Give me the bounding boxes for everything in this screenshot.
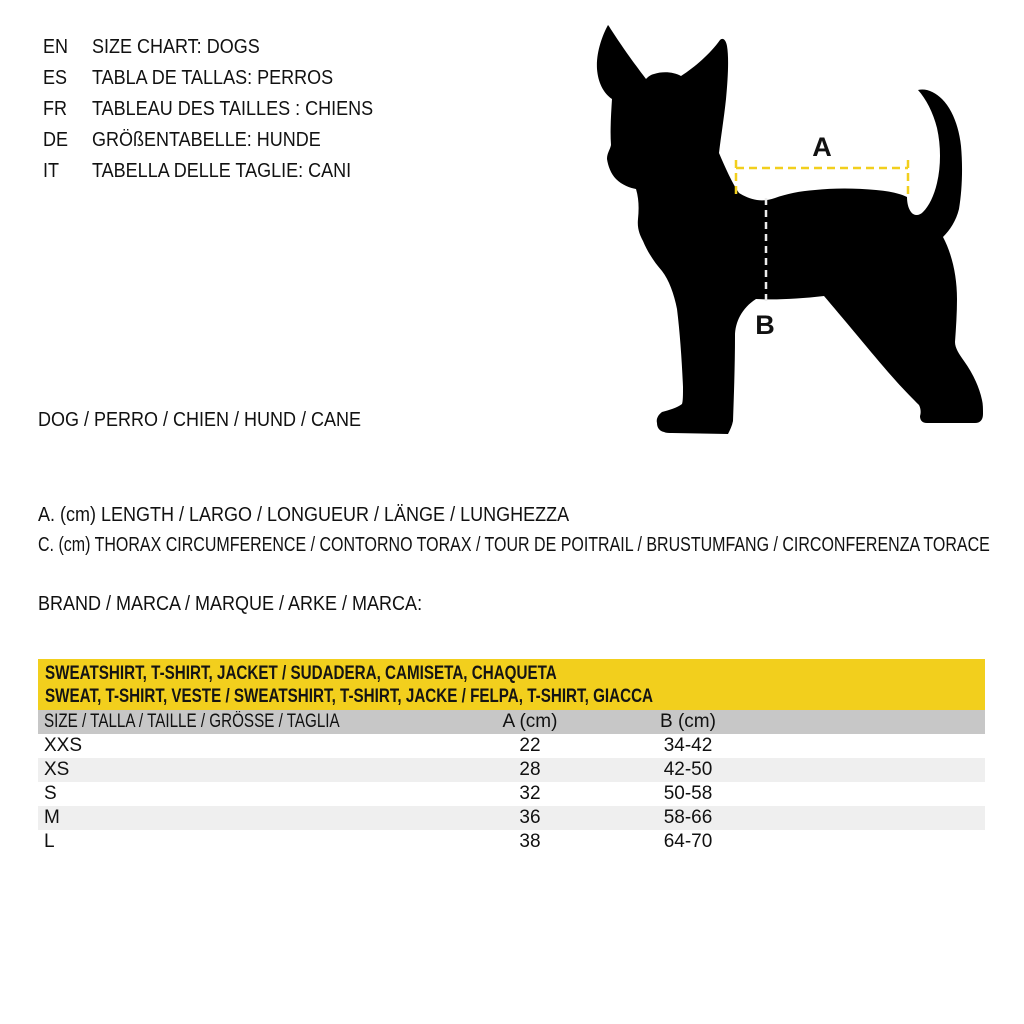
row-size: S [44, 783, 57, 804]
header-a-column: A (cm) [502, 711, 558, 732]
language-title: SIZE CHART: DOGS [92, 36, 260, 58]
language-row-it [43, 156, 404, 187]
language-title: TABLA DE TALLAS: PERROS [92, 67, 334, 89]
legend-line-c-text: C. (cm) THORAX CIRCUMFERENCE / CONTORNO TORAX / TOUR DE POITRAIL / BRUSTUMFANG / CIRCONFERENZA TORACE [38, 534, 990, 556]
header-size-column [38, 711, 470, 733]
dog-diagram-svg [593, 3, 1017, 439]
legend-line-a-text: A. (cm) LENGTH / LARGO / LONGUEUR / LÄNGE / LUNGHEZZA [38, 504, 570, 526]
language-title-list [43, 32, 404, 187]
language-code: ES [43, 67, 68, 89]
legend-line-c [38, 535, 1024, 556]
row-b-value: 50-58 [663, 783, 713, 804]
language-title: TABLEAU DES TAILLES : CHIENS [92, 98, 374, 120]
table-row [38, 782, 985, 806]
legend-line-a [38, 505, 628, 526]
measure-a-label: A [812, 132, 832, 162]
row-a-value: 38 [519, 831, 541, 852]
size-table-banner [38, 659, 985, 710]
language-code: FR [43, 98, 68, 120]
table-row [38, 758, 985, 782]
row-a-value: 32 [519, 783, 541, 804]
language-row-fr [43, 94, 404, 125]
dog-caption-text: DOG / PERRO / CHIEN / HUND / CANE [38, 409, 362, 431]
header-b-column: B (cm) [660, 711, 716, 732]
language-row-es [43, 63, 404, 94]
size-table-header [38, 710, 985, 734]
language-title: TABELLA DELLE TAGLIE: CANI [92, 160, 352, 182]
brand-line [38, 594, 465, 615]
language-code: IT [43, 160, 60, 182]
banner-line-1-text: SWEATSHIRT, T-SHIRT, JACKET / SUDADERA, CAMISETA, CHAQUETA [45, 663, 557, 684]
banner-line-1 [45, 662, 985, 685]
row-b-value: 34-42 [663, 735, 713, 756]
row-b-value: 58-66 [663, 807, 713, 828]
dog-caption [38, 410, 397, 431]
banner-line-2 [45, 685, 985, 708]
banner-line-2-text: SWEAT, T-SHIRT, VESTE / SWEATSHIRT, T-SHIRT, JACKE / FELPA, T-SHIRT, GIACCA [45, 686, 654, 707]
row-b-value: 64-70 [663, 831, 713, 852]
row-size: L [44, 831, 55, 852]
language-code: DE [43, 129, 69, 151]
language-title: GRÖßENTABELLE: HUNDE [92, 129, 321, 151]
row-size: XXS [44, 735, 83, 756]
table-row [38, 734, 985, 758]
language-row-de [43, 125, 404, 156]
row-size: XS [44, 759, 70, 780]
size-table [38, 659, 985, 854]
brand-line-text: BRAND / MARCA / MARQUE / ARKE / MARCA: [38, 593, 423, 615]
row-b-value: 42-50 [663, 759, 713, 780]
table-row [38, 830, 985, 854]
row-a-value: 36 [519, 807, 541, 828]
header-size-label: SIZE / TALLA / TAILLE / GRÖSSE / TAGLIA [44, 711, 340, 732]
table-row [38, 806, 985, 830]
language-code: EN [43, 36, 69, 58]
measure-b-label: B [755, 310, 775, 340]
language-row-en [43, 32, 404, 63]
row-a-value: 22 [519, 735, 541, 756]
dog-silhouette [597, 25, 983, 434]
row-size: M [44, 807, 60, 828]
row-a-value: 28 [519, 759, 541, 780]
dog-measurement-diagram [593, 3, 1017, 439]
